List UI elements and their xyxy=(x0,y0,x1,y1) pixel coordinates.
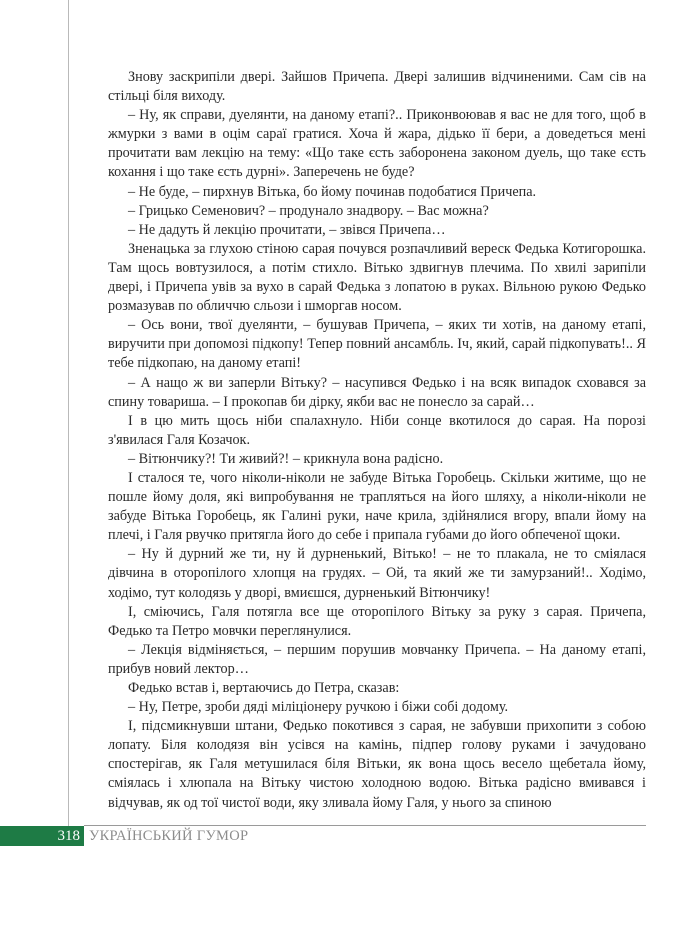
paragraph: – Ось вони, твої дуелянти, – бушував Причепа, – яких ти хотів, на даному етапі, виручити при допомозі підкопу! Тепер повний ансамбль. Іч, який, сарай підкопувать!.. Я тебе підкопаю, на даному етапі! xyxy=(108,317,646,372)
paragraph: І сталося те, чого ніколи-ніколи не забуде Вітька Горобець. Скільки житиме, що не пошле йому доля, які випробування не трапляться на його шляху, а ніколи-ніколи не забуде Вітька Горобець, як Галині руки, наче крила, здійнялися вгору, впали йому на плечі, і Галя рвучко притягла його до себе і припала губами до його обпеченої щоки. xyxy=(108,469,646,544)
paragraph: І в цю мить щось ніби спалахнуло. Ніби сонце вкотилося до сарая. На порозі з'явилася Галя Козачок. xyxy=(108,412,646,448)
running-footer-title: УКРАЇНСЬКИЙ ГУМОР xyxy=(89,828,249,844)
paragraph: – Ну й дурний же ти, ну й дурненький, Вітько! – не то плакала, не то сміялася дівчина в оторопілого хлопця на грудях. – Ой, та який же ти замурзаний!.. Ходімо, ходімо, тут колодязь у дворі, вмиєшся, дурненький Вітюнчику! xyxy=(108,546,646,601)
paragraph: – Лекція відміняється, – першим порушив мовчанку Причепа. – На даному етапі, прибув новий лектор… xyxy=(108,641,646,677)
paragraph: І, сміючись, Галя потягла все ще оторопілого Вітьку за руку з сарая. Причепа, Федько та Петро мовчки переглянулися. xyxy=(108,603,646,639)
paragraph: – Грицько Семенович? – продунало знадвору. – Вас можна? xyxy=(128,202,489,219)
margin-rule xyxy=(68,0,69,846)
paragraph: І, підсмикнувши штани, Федько покотився з сарая, не забувши прихопити з собою лопату. Біля колодязя він усівся на камінь, підпер голову руками і зачудовано спостерігав, як Галя метушилася біля Вітьки, як вона щось весело щебетала йому, сміялась і хлюпала на Вітьку чистою холодною водою. Вітька радісно вмивався і відчував, як од тої чистої води, яку зливала йому Галя, у нього за спиною xyxy=(108,718,646,811)
paragraph: Знову заскрипіли двері. Зайшов Причепа. Двері залишив відчиненими. Сам сів на стільці біля виходу. xyxy=(108,69,646,105)
paragraph: – А нащо ж ви заперли Вітьку? – насупився Федько і на всяк випадок сховався за спину товариша. – І прокопав би дірку, якби вас не понесло за сарай… xyxy=(108,374,646,410)
page-number: 318 xyxy=(57,828,80,844)
paragraph: – Ну, Петре, зроби дяді міліціонеру ручкою і біжи собі додому. xyxy=(128,699,509,716)
body-text xyxy=(108,68,646,813)
paragraph: – Не дадуть й лекцію прочитати, – звівся Причепа… xyxy=(128,221,446,238)
paragraph: Зненацька за глухою стіною сарая почувся розпачливий вереск Федька Котигорошка. Там щось вовтузилося, а потім стихло. Вітько здвигнув плечима. По хвилі зарипіли двері, і Причепа увів за вухо в сарай Федька з лопатою в руках. Вільною рукою Федько розмазував по обличчю сльози і шморгав носом. xyxy=(108,240,646,315)
paragraph: – Вітюнчику?! Ти живий?! – крикнула вона радісно. xyxy=(128,450,444,467)
paragraph: Федько встав і, вертаючись до Петра, сказав: xyxy=(128,680,400,696)
paragraph: – Ну, як справи, дуелянти, на даному етапі?.. Приконвоював я вас не для того, щоб в жмурки з вами в оцім сараї гратися. Хоча й жара, дідько її бери, а доведеться мені прочитати вам лекцію на тему: «Що таке єсть заборонена законом дуель, що таке єсть кохання і що таке єсть дурні». Заперечень не буде? xyxy=(108,107,646,181)
paragraph: – Не буде, – пирхнув Вітька, бо йому починав подобатися Причепа. xyxy=(128,183,537,200)
